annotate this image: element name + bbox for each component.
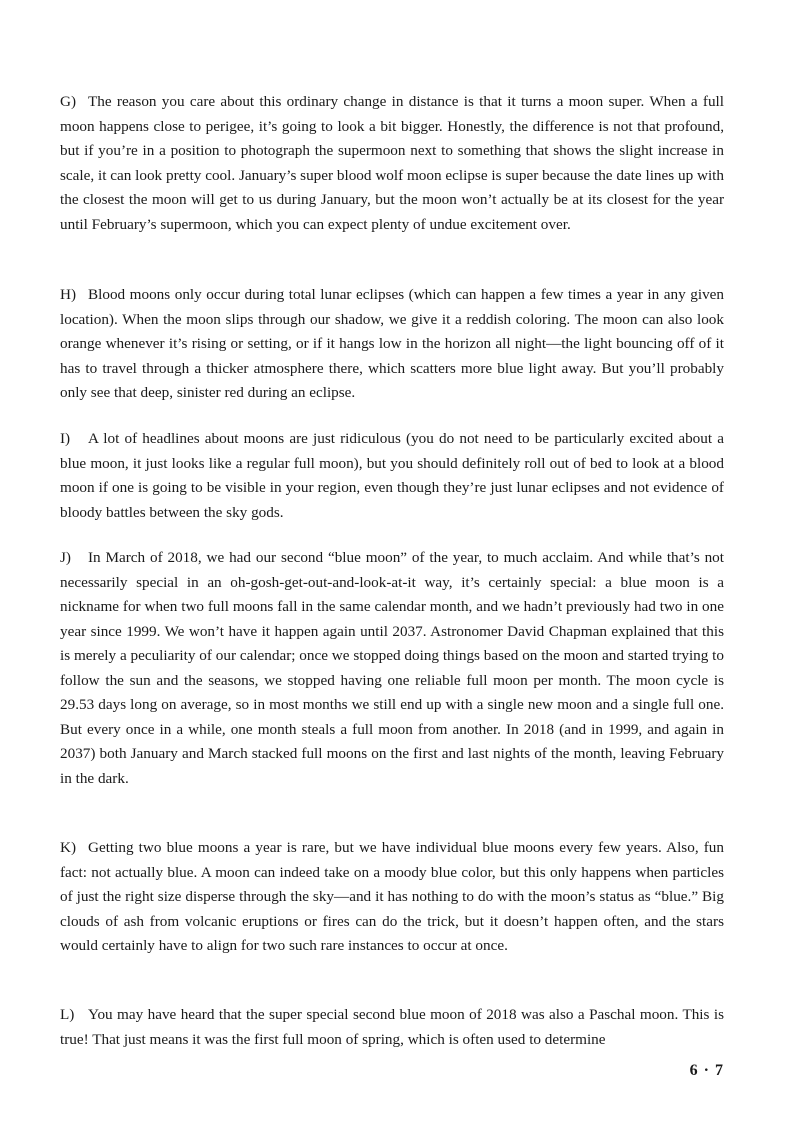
paragraph-text: Getting two blue moons a year is rare, but we have individual blue moons every few years. Also, fun fact: not actually blue. A moon can indeed take on a moody blue color, but this only happens when particles of just the right size disperse through the sky—and it has nothing to do with the moon’s status as “blue.” Big clouds of ash from volcanic eruptions or fires can do the trick, but it doesn’t happen often, and the stars would certainly have to align for two such rare instances to occur at once. bbox=[60, 839, 724, 954]
paragraph-l bbox=[60, 1003, 724, 1052]
paragraph-text: The reason you care about this ordinary change in distance is that it turns a moon super. When a full moon happens close to perigee, it’s going to look a bit bigger. Honestly, the difference is not that profound, but if you’re in a position to photograph the supermoon next to something that shows the slight increase in scale, it can look pretty cool. January’s super blood wolf moon eclipse is super because the date lines up with the closest the moon will get to us during January, but the moon won’t actually be at its closest for the year until February’s supermoon, which you can expect plenty of undue excitement over. bbox=[60, 93, 724, 233]
paragraph-label: I) bbox=[60, 430, 71, 447]
paragraph-label: K) bbox=[60, 839, 77, 856]
paragraph-text: You may have heard that the super special second blue moon of 2018 was also a Paschal moon. This is true! That just means it was the first full moon of spring, which is often used to determine bbox=[60, 1006, 724, 1048]
paragraph-i bbox=[60, 427, 724, 525]
paragraph-g bbox=[60, 90, 724, 237]
paragraph-j bbox=[60, 546, 724, 791]
paragraph-h bbox=[60, 283, 724, 406]
page-number: 6 · 7 bbox=[689, 1062, 724, 1079]
paragraph-text: A lot of headlines about moons are just ridiculous (you do not need to be particularly excited about a blue moon, it just looks like a regular full moon), but you should definitely roll out of bed to look at a blood moon if one is going to be visible in your region, even though they’re just lunar eclipses and not evidence of bloody battles between the sky gods. bbox=[60, 430, 724, 521]
paragraph-label: L) bbox=[60, 1006, 75, 1023]
paragraph-text: In March of 2018, we had our second “blue moon” of the year, to much acclaim. And while that’s not necessarily special in an oh-gosh-get-out-and-look-at-it way, it’s certainly special: a blue moon is a nickname for when two full moons fall in the same calendar month, and we hadn’t previously had two in one year since 1999. We won’t have it happen again until 2037. Astronomer David Chapman explained that this is merely a peculiarity of our calendar; once we stopped doing things based on the moon and started trying to follow the sun and the seasons, we stopped having one reliable full moon per month. The moon cycle is 29.53 days long on average, so in most months we still end up with a single new moon and a single full one. But every once in a while, one month steals a full moon from another. In 2018 (and in 1999, and again in 2037) both January and March stacked full moons on the first and last nights of the month, leaving February in the dark. bbox=[60, 549, 724, 787]
paragraph-label: G) bbox=[60, 93, 77, 110]
paragraph-label: H) bbox=[60, 286, 77, 303]
paragraph-text: Blood moons only occur during total lunar eclipses (which can happen a few times a year in any given location). When the moon slips through our shadow, we give it a reddish coloring. The moon can also look orange whenever it’s rising or setting, or if it hangs low in the horizon all night—the light bouncing off of it has to travel through a thicker atmosphere there, which scatters more blue light away. But you’ll probably only see that deep, sinister red during an eclipse. bbox=[60, 286, 724, 401]
paragraph-k bbox=[60, 836, 724, 959]
paragraph-label: J) bbox=[60, 549, 71, 566]
